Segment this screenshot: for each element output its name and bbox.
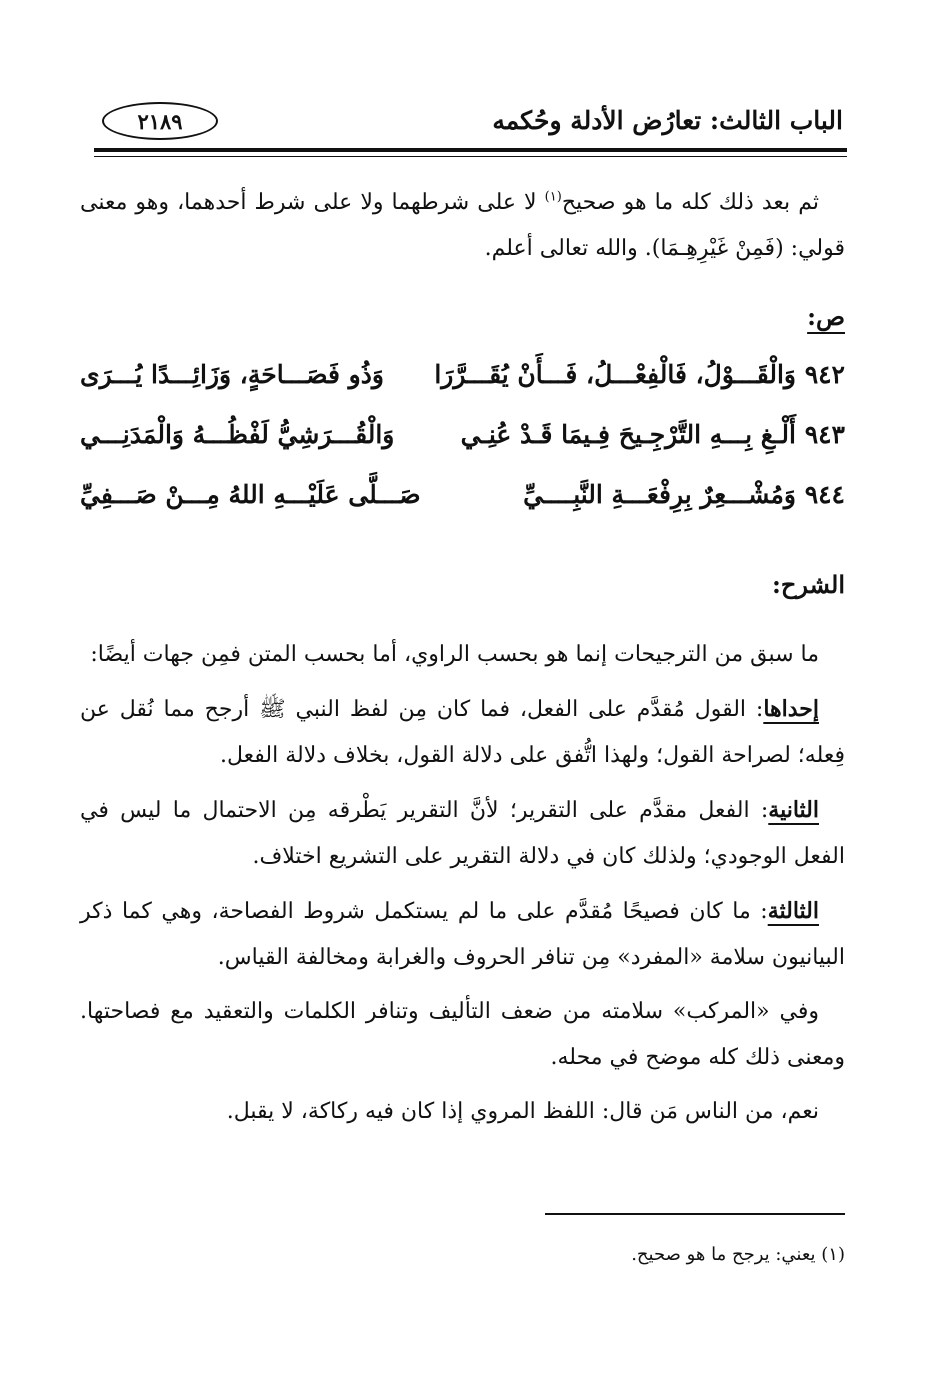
verse-first-hemistich: ٩٤٢ وَالْقَـــوْلُ، فَالْفِعْـــلُ، فَـــأَنْ يُقَـــرَّرَا	[434, 360, 845, 389]
paragraph-text: ما سبق من الترجيحات إنما هو بحسب الراوي، أما بحسب المتن فمِن جهات أيضًا:	[90, 642, 819, 667]
intro-text-start: ثم بعد ذلك كله ما هو صحيح	[561, 190, 819, 215]
intro-block	[80, 180, 845, 272]
footnote-reference[interactable]: (١)	[544, 189, 562, 205]
commentary-paragraph	[80, 989, 845, 1081]
page-number: ٢١٨٩	[102, 102, 218, 140]
paragraph-keyword: الثالثة	[767, 898, 819, 924]
header-rule-thin	[94, 156, 847, 157]
paragraph-text: : القول مُقدَّم على الفعل، فما كان مِن لفظ النبي ﷺ أرجح مما نُقل عن فِعله؛ لصراحة القول؛ ولهذا اتُّفق على دلالة القول، بخلاف دلالة الفعل.	[80, 697, 845, 768]
verse-first-hemistich: ٩٤٤ وَمُشْـــعِرٌ بِرِفْعَـــةِ النَّبِــــيِّ	[523, 480, 845, 509]
paragraph-text: وفي «المركب» سلامته من ضعف التأليف وتنافر الكلمات والتعقيد مع فصاحتها. ومعنى ذلك كله موضح في محله.	[80, 999, 845, 1070]
commentary-paragraph	[80, 1089, 845, 1135]
commentary-paragraph	[80, 686, 845, 779]
paragraph-text: نعم، من الناس مَن قال: اللفظ المروي إذا كان فيه ركاكة، لا يقبل.	[226, 1099, 819, 1124]
intro-paragraph	[80, 180, 845, 272]
paragraph-text: : الفعل مقدَّم على التقرير؛ لأنَّ التقرير يَطْرقه مِن الاحتمال ما ليس في الفعل الوجودي؛ ولذلك كان في دلالة التقرير على التشريع اختلاف.	[80, 798, 845, 869]
intro-text-end: لا على شرطهما ولا على شرط أحدهما، وهو معنى قولي: (فَمِنْ غَيْرِهِـمَا). والله تعالى أعلم.	[80, 190, 845, 261]
matn-label: ص:	[807, 302, 845, 331]
sharh-label: الشرح:	[772, 570, 845, 599]
verse-second-hemistich: وَالْقُـــرَشِيُّ لَفْظُـــهُ وَالْمَدَنِـــي	[80, 420, 395, 449]
header-rule-thick	[94, 148, 847, 152]
paragraph-keyword: إحداها	[763, 696, 819, 722]
verse-942	[80, 360, 845, 420]
verse-second-hemistich: صَـــلَّى عَلَيْـــهِ اللهُ مِـــنْ صَـــفِيِّ	[80, 480, 421, 509]
commentary-paragraph	[80, 632, 845, 678]
verses-block	[80, 360, 845, 540]
chapter-title: الباب الثالث: تعارُض الأدلة وحُكمه	[492, 106, 843, 135]
verse-943	[80, 420, 845, 480]
footnote: (١) يعني: يرجح ما هو صحيح.	[631, 1244, 845, 1265]
verse-944	[80, 480, 845, 540]
paragraph-text: : ما كان فصيحًا مُقدَّم على ما لم يستكمل شروط الفصاحة، وهي كما ذكر البيانيون سلامة «المفرد» مِن تنافر الحروف والغرابة ومخالفة القياس.	[80, 899, 845, 970]
commentary-paragraph	[80, 888, 845, 981]
footnote-separator	[545, 1213, 845, 1215]
commentary-paragraph	[80, 787, 845, 880]
verse-first-hemistich: ٩٤٣ أَلْـغِ بِـــهِ التَّرْجِـيحَ فِـيمَا قَـدْ عُنِـي	[460, 420, 845, 449]
verse-second-hemistich: وَذُو فَصَـــاحَةٍ، وَزَائِـــدًا يُـــرَى	[80, 360, 384, 389]
commentary-block	[80, 632, 845, 1135]
paragraph-keyword: الثانية	[768, 797, 819, 823]
running-header	[80, 100, 843, 150]
